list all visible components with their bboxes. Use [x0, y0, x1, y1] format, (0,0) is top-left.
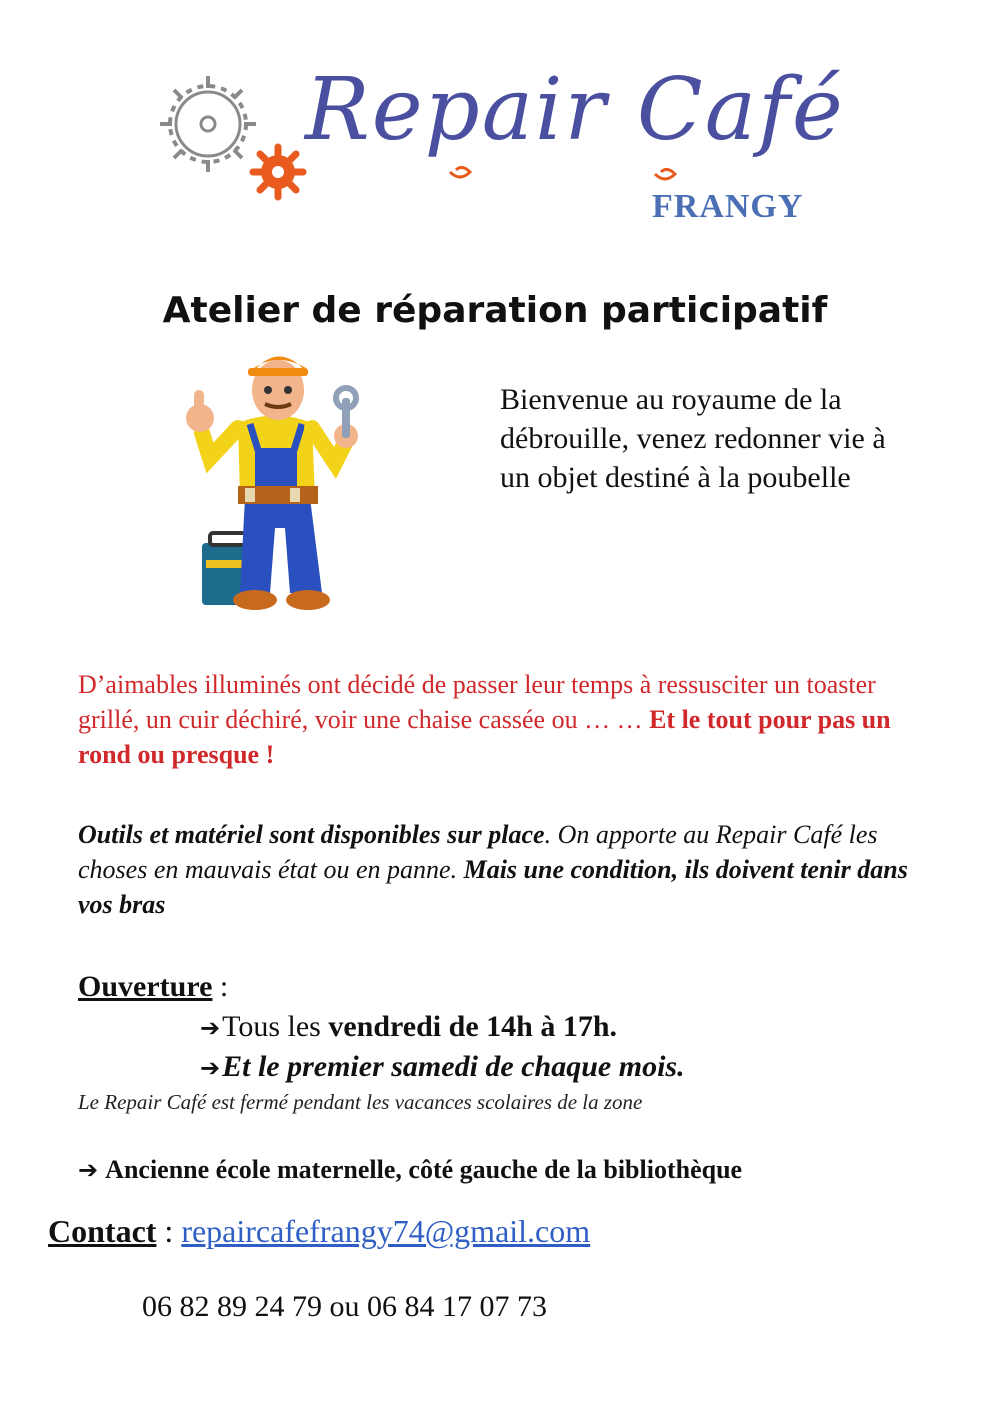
opening-colon: :	[212, 970, 229, 1003]
opening-line2-text: Et le premier samedi de chaque mois.	[222, 1050, 685, 1083]
location	[78, 1155, 742, 1185]
contact-email-link[interactable]: repaircafefrangy74@gmail.com	[181, 1213, 591, 1249]
tools-bold-2: Mais une condition, ils doivent tenir dans vos bras	[78, 855, 908, 919]
welcome-text: Bienvenue au royaume de la débrouille, venez redonner vie à un objet destiné à la poubelle	[500, 383, 886, 494]
location-text: Ancienne école maternelle, côté gauche de la bibliothèque	[100, 1155, 743, 1184]
opening-line1-prefix: Tous les	[222, 1010, 329, 1043]
arrow-right-icon: ➔	[78, 1156, 99, 1184]
description-paragraph	[78, 667, 938, 772]
opening-line-friday	[200, 1010, 617, 1044]
city-name: FRANGY	[652, 188, 804, 225]
logo-text: Repair Café	[305, 60, 845, 160]
contact-separator: :	[156, 1213, 182, 1249]
repairman-mascot-icon	[150, 338, 400, 618]
description-text: D’aimables illuminés ont décidé de passer leur temps à ressusciter un toaster grillé, un cuir déchiré, voir une chaise cassée ou … …	[78, 670, 876, 734]
opening-label: Ouverture	[78, 970, 213, 1003]
orange-gear-icon	[253, 147, 303, 197]
arrow-right-icon: ➔	[200, 1054, 221, 1082]
contact-line	[48, 1213, 590, 1250]
tools-text: . On apporte au Repair Café les choses en mauvais état ou en panne.	[78, 820, 878, 884]
gear-icon	[160, 76, 256, 172]
page-title: Atelier de réparation participatif	[162, 290, 828, 331]
opening-heading	[78, 970, 228, 1004]
opening-line1-bold: vendredi de 14h à 17h.	[328, 1010, 618, 1043]
description-emphasis: Et le tout pour pas un rond ou presque !	[78, 705, 891, 769]
tools-bold-1: Outils et matériel sont disponibles sur place	[78, 820, 545, 849]
tools-paragraph	[78, 817, 938, 922]
arrow-right-icon: ➔	[200, 1014, 221, 1042]
closure-note: Le Repair Café est fermé pendant les vacances scolaires de la zone	[78, 1090, 643, 1114]
opening-line-saturday	[200, 1050, 685, 1084]
contact-label: Contact	[48, 1213, 157, 1249]
phone-numbers: 06 82 89 24 79 ou 06 84 17 07 73	[142, 1290, 547, 1323]
